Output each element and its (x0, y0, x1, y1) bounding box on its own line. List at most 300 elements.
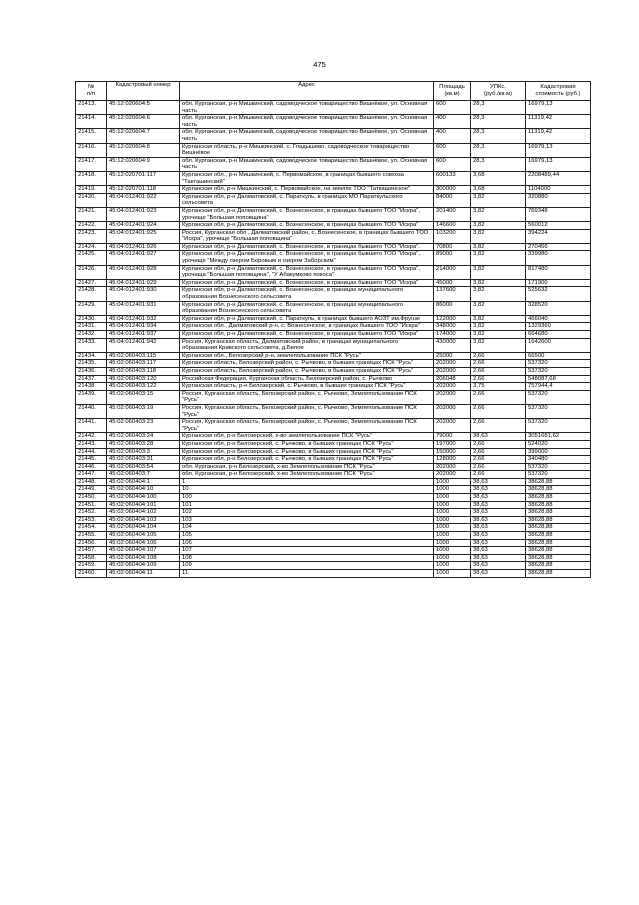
area-cell: 1000 (434, 570, 471, 578)
cadastral-number-cell: 45:02:060404:104 (107, 524, 180, 532)
table-row (76, 554, 591, 562)
cadastral-number-cell: 45:02:060403:7 (107, 471, 180, 479)
header-upks-line1: УПКс. (490, 84, 506, 91)
table-row (76, 315, 591, 323)
area-cell: 45000 (434, 279, 471, 287)
area-cell: 1000 (434, 478, 471, 486)
address-cell: обл. Курганская, р-н Белозерский, х-во Землепользование ПСК "Русь" (180, 463, 434, 471)
address-cell: 10 (180, 486, 434, 494)
address-cell: Курганская обл, р-н Белозерский, с. Рычково, в бывших границах ПСК "Русь" (180, 440, 434, 448)
header-area-line1: Площадь (439, 84, 465, 91)
row-number-cell: 21421. (76, 207, 107, 221)
area-cell: 137600 (434, 287, 471, 301)
upks-cell: 2,66 (471, 440, 526, 448)
table-header (76, 82, 591, 101)
area-cell: 214000 (434, 265, 471, 279)
upks-cell: 38,63 (471, 478, 526, 486)
table-row (76, 463, 591, 471)
area-cell: 202000 (434, 471, 471, 479)
cadastral-value-cell: 664680 (526, 331, 591, 339)
area-cell: 1000 (434, 539, 471, 547)
table-row (76, 129, 591, 143)
upks-cell: 38,63 (471, 501, 526, 509)
row-number-cell: 21440. (76, 404, 107, 418)
upks-cell: 3,68 (471, 186, 526, 194)
cadastral-number-cell: 45:02:060403:23 (107, 419, 180, 433)
address-cell: Курганская обл, р-н Мишкинский, с. Первомайское, на землях ТОО "Таткашинское" (180, 186, 434, 194)
upks-cell: 3,82 (471, 323, 526, 331)
cadastral-number-cell: 45:02:060403:120 (107, 375, 180, 383)
cadastral-value-cell: 394224 (526, 229, 591, 243)
table-row (76, 186, 591, 194)
address-cell: 100 (180, 494, 434, 502)
cadastral-number-cell: 45:02:060403:118 (107, 367, 180, 375)
area-cell: 1000 (434, 501, 471, 509)
area-cell: 1000 (434, 554, 471, 562)
upks-cell: 2,66 (471, 367, 526, 375)
cadastral-value-cell: 38628,88 (526, 516, 591, 524)
cadastral-number-cell: 45:02:060404:101 (107, 501, 180, 509)
cadastral-number-cell: 45:02:060404:11 (107, 570, 180, 578)
table-row (76, 279, 591, 287)
table-row (76, 383, 591, 391)
row-number-cell: 21455. (76, 532, 107, 540)
cadastral-number-cell: 45:04:012401:926 (107, 243, 180, 251)
table-row (76, 390, 591, 404)
row-number-cell: 21417. (76, 157, 107, 171)
area-cell: 202000 (434, 383, 471, 391)
area-cell: 1000 (434, 516, 471, 524)
upks-cell: 3,82 (471, 222, 526, 230)
cadastral-value-cell: 328520 (526, 301, 591, 315)
header-upks (471, 82, 526, 101)
area-cell: 1000 (434, 562, 471, 570)
cadastral-value-cell: 3051681,62 (526, 433, 591, 441)
row-number-cell: 21447. (76, 471, 107, 479)
cadastral-value-cell: 171900 (526, 279, 591, 287)
cadastral-value-cell: 38628,88 (526, 562, 591, 570)
address-cell: Курганская обл, р-н Белозерский, с. Рычково, в бывших границах ПСК "Русь" (180, 456, 434, 464)
table-row (76, 486, 591, 494)
cadastral-number-cell: 45:02:060404:108 (107, 554, 180, 562)
cadastral-value-cell: 817480 (526, 265, 591, 279)
row-number-cell: 21458. (76, 554, 107, 562)
cadastral-number-cell: 45:02:060404:103 (107, 516, 180, 524)
address-cell: 11 (180, 570, 434, 578)
row-number-cell: 21449. (76, 486, 107, 494)
area-cell: 89000 (434, 251, 471, 265)
area-cell: 1000 (434, 524, 471, 532)
area-cell: 25000 (434, 352, 471, 360)
header-value-line2: стоимость (руб.) (535, 91, 581, 97)
cadastral-number-cell: 45:02:060404:109 (107, 562, 180, 570)
cadastral-value-cell: 38628,88 (526, 486, 591, 494)
address-cell: 101 (180, 501, 434, 509)
upks-cell: 38,63 (471, 433, 526, 441)
cadastral-value-cell: 548087,68 (526, 375, 591, 383)
address-cell: Курганская обл, р-н Далматовский, с. Вознесенское, в границах бывшего ТОО "Искра" (180, 331, 434, 339)
row-number-cell: 21427. (76, 279, 107, 287)
cadastral-number-cell: 45:04:012401:922 (107, 193, 180, 207)
row-number-cell: 21426. (76, 265, 107, 279)
cadastral-number-cell: 45:04:012401:930 (107, 287, 180, 301)
area-cell: 430000 (434, 338, 471, 352)
cadastral-number-cell: 45:02:060404:107 (107, 547, 180, 555)
address-cell: Курганская обл, р-н Далматовский, с. Вознесенское, в границах бывшего ТОО "Искра" (180, 279, 434, 287)
header-upks-line2: (руб./кв.м) (483, 91, 513, 97)
upks-cell: 3,82 (471, 331, 526, 339)
row-number-cell: 21429. (76, 301, 107, 315)
cadastral-value-cell: 38628,88 (526, 547, 591, 555)
address-cell: обл. Курганская, р-н Мишкинский, садоводческое товарищество Вишнёвое, ул. Основная часть (180, 129, 434, 143)
cadastral-value-cell: 38628,88 (526, 494, 591, 502)
area-cell: 300000 (434, 186, 471, 194)
area-cell: 1000 (434, 494, 471, 502)
cadastral-value-cell: 399000 (526, 448, 591, 456)
cadastral-value-cell: 537320 (526, 463, 591, 471)
table-row (76, 532, 591, 540)
row-number-cell: 21423. (76, 229, 107, 243)
address-cell: Курганская обл, р-н Далматовский, с. Вознесенское, в границах муниципального образования Вознесенского сельсовета (180, 301, 434, 315)
row-number-cell: 21451. (76, 501, 107, 509)
upks-cell: 2,66 (471, 448, 526, 456)
cadastral-value-cell: 537320 (526, 390, 591, 404)
address-cell: Курганская обл, р-н Белозерский, х-во землепользование ПСК "Русь" (180, 433, 434, 441)
cadastral-number-cell: 45:04:012401:925 (107, 229, 180, 243)
cadastral-number-cell: 45:04:012401:929 (107, 279, 180, 287)
row-number-cell: 21445. (76, 456, 107, 464)
row-number-cell: 21456. (76, 539, 107, 547)
row-number-cell: 21441. (76, 419, 107, 433)
address-cell: Российская Федерация, Курганская область, Белозерский район, с. Рычково (180, 375, 434, 383)
cadastral-number-cell: 45:04:012401:934 (107, 323, 180, 331)
address-cell: Россия, Курганская область, Далматовский район, в границах муниципального образования Кривского сельсовета, д.Белое (180, 338, 434, 352)
address-cell: Курганская обл, р-н Далматовский, с. Вознесенское, в границах бывшего ТОО "Искра", урочище "Между озером Боровым и озером Заборским" (180, 251, 434, 265)
table-body (76, 101, 591, 578)
address-cell: Курганская обл, р-н Далматовский, с. Вознесенское, в границах бывшего ТОО "Искра". (180, 243, 434, 251)
cadastral-value-cell: 339980 (526, 251, 591, 265)
table-row (76, 524, 591, 532)
table-row (76, 222, 591, 230)
address-cell: Курганская область, Белозерский район, с. Рычково, в бывших границах ПСК "Русь" (180, 360, 434, 368)
header-address (180, 82, 434, 101)
area-cell: 1000 (434, 486, 471, 494)
page-number: 475 (313, 60, 326, 69)
area-cell: 600 (434, 143, 471, 157)
cadastral-value-cell: 1642600 (526, 338, 591, 352)
header-number-line2: п/п (86, 91, 96, 97)
area-cell: 202000 (434, 360, 471, 368)
row-number-cell: 21446. (76, 463, 107, 471)
upks-cell: 3,68 (471, 171, 526, 185)
address-cell: Россия, Курганская область, Белозерский район, с. Рычково, Землепользование ПСК "Русь" (180, 390, 434, 404)
table-row (76, 509, 591, 517)
cadastral-value-cell: 38628,88 (526, 539, 591, 547)
table-row (76, 562, 591, 570)
table-row (76, 570, 591, 578)
address-cell: 1 (180, 478, 434, 486)
upks-cell: 28,3 (471, 129, 526, 143)
area-cell: 70800 (434, 243, 471, 251)
address-cell: 103 (180, 516, 434, 524)
table-row (76, 115, 591, 129)
row-number-cell: 21428. (76, 287, 107, 301)
cadastral-number-cell: 45:04:012401:931 (107, 301, 180, 315)
cadastral-value-cell: 11319,42 (526, 129, 591, 143)
area-cell: 600 (434, 101, 471, 115)
cadastral-value-cell: 537320 (526, 404, 591, 418)
row-number-cell: 21460. (76, 570, 107, 578)
cadastral-value-cell: 1329360 (526, 323, 591, 331)
area-cell: 1000 (434, 532, 471, 540)
row-number-cell: 21435. (76, 360, 107, 368)
table-row (76, 494, 591, 502)
upks-cell: 28,3 (471, 143, 526, 157)
address-cell: обл. Курганская, р-н Мишкинский, садоводческое товарищество Вишнёвое, ул. Основная часть (180, 101, 434, 115)
address-cell: 104 (180, 524, 434, 532)
address-cell: 106 (180, 539, 434, 547)
address-cell: 108 (180, 554, 434, 562)
area-cell: 128000 (434, 456, 471, 464)
cadastral-value-cell: 66500 (526, 352, 591, 360)
area-cell: 400 (434, 129, 471, 143)
address-cell: Курганская область, р-н Мишкинский, с. Гладышево, садоводческое товарищество Вишнёвое (180, 143, 434, 157)
row-number-cell: 21439. (76, 390, 107, 404)
cadastral-number-cell: 45:12:020604:8 (107, 143, 180, 157)
address-cell: Россия, Курганская обл , Далматовский район, с. Вознесенское, в границах бывшего ТОО "Искра", урочище "Большая поповщина" (180, 229, 434, 243)
header-cadastral (107, 82, 180, 101)
area-cell: 348000 (434, 323, 471, 331)
address-cell: Курганская обл, р-н Далматовский, с. Вознесенское, в границах бывшего ТОО "Искра", урочища "Большая поповщина", "У Абакумково покоса" (180, 265, 434, 279)
area-cell: 1000 (434, 509, 471, 517)
cadastral-number-cell: 45:12:020604:6 (107, 115, 180, 129)
cadastral-number-cell: 45:04:012401:923 (107, 207, 180, 221)
cadastral-value-cell: 38628,88 (526, 570, 591, 578)
upks-cell: 38,63 (471, 524, 526, 532)
address-cell: Курганская обл, р-н Далматовский, с. Параткуль, в границах МО Параткульского сельсовета (180, 193, 434, 207)
row-number-cell: 21450. (76, 494, 107, 502)
cadastral-value-cell: 38628,88 (526, 501, 591, 509)
address-cell: Курганская обл, р-н Далматовский, с. Вознесенское, в границах бывшего ТОО "Искра" (180, 222, 434, 230)
cadastral-value-cell: 16979,13 (526, 101, 591, 115)
row-number-cell: 21433. (76, 338, 107, 352)
area-cell: 79000 (434, 433, 471, 441)
area-cell: 1000 (434, 547, 471, 555)
row-number-cell: 21430. (76, 315, 107, 323)
upks-cell: 3,82 (471, 229, 526, 243)
cadastral-number-cell: 45:04:012401:928 (107, 265, 180, 279)
area-cell: 600133 (434, 171, 471, 185)
header-cadastral-label: Кадастровый номер (115, 82, 171, 88)
table-row (76, 101, 591, 115)
upks-cell: 3,82 (471, 251, 526, 265)
cadastral-value-cell: 525632 (526, 287, 591, 301)
row-number-cell: 21452. (76, 509, 107, 517)
table-row (76, 456, 591, 464)
upks-cell: 38,63 (471, 562, 526, 570)
table-row (76, 287, 591, 301)
cadastral-value-cell: 38628,88 (526, 524, 591, 532)
upks-cell: 3,82 (471, 287, 526, 301)
cadastral-number-cell: 45:12:020701:118 (107, 186, 180, 194)
cadastral-number-cell: 45:02:060403:24 (107, 433, 180, 441)
row-number-cell: 21424. (76, 243, 107, 251)
table-row (76, 301, 591, 315)
address-cell: Курганская обл, р-н Далматовский, с. Параткуль, в границах бывшего АОЗТ им.Фрунзе (180, 315, 434, 323)
area-cell: 122000 (434, 315, 471, 323)
upks-cell: 3,82 (471, 315, 526, 323)
upks-cell: 2,66 (471, 375, 526, 383)
address-cell: Курганская обл., Белозерский р-н, землепользование ПСК "Русь" (180, 352, 434, 360)
area-cell: 202000 (434, 419, 471, 433)
upks-cell: 28,3 (471, 115, 526, 129)
upks-cell: 38,63 (471, 509, 526, 517)
area-cell: 202000 (434, 404, 471, 418)
upks-cell: 38,63 (471, 532, 526, 540)
cadastral-value-cell: 537320 (526, 419, 591, 433)
row-number-cell: 21415. (76, 129, 107, 143)
cadastral-number-cell: 45:02:060404:106 (107, 539, 180, 547)
table-row (76, 265, 591, 279)
row-number-cell: 21425. (76, 251, 107, 265)
header-address-label: Адрес (298, 82, 315, 88)
table-row (76, 143, 591, 157)
table-row (76, 501, 591, 509)
cadastral-number-cell: 45:02:060404:1 (107, 478, 180, 486)
address-cell: 102 (180, 509, 434, 517)
cadastral-value-cell: 38628,88 (526, 509, 591, 517)
row-number-cell: 21434. (76, 352, 107, 360)
row-number-cell: 21453. (76, 516, 107, 524)
area-cell: 150000 (434, 448, 471, 456)
table-row (76, 229, 591, 243)
upks-cell: 2,66 (471, 419, 526, 433)
table-row (76, 171, 591, 185)
upks-cell: 2,66 (471, 404, 526, 418)
cadastral-number-cell: 45:02:060403:3 (107, 448, 180, 456)
upks-cell: 38,63 (471, 486, 526, 494)
upks-cell: 3,82 (471, 207, 526, 221)
address-cell: Россия, Курганская область, Белозерский район, с. Рычково, Землепользование ПСК "Русь" (180, 419, 434, 433)
cadastral-table (75, 81, 591, 578)
address-cell: Курганская область, р-н Белозерский, с. Рычково, в бывших границах ПСК "Русь" (180, 383, 434, 391)
area-cell: 202000 (434, 367, 471, 375)
cadastral-value-cell: 560012 (526, 222, 591, 230)
table-row (76, 516, 591, 524)
table-row (76, 433, 591, 441)
cadastral-number-cell: 45:04:012401:932 (107, 315, 180, 323)
cadastral-number-cell: 45:02:060404:105 (107, 532, 180, 540)
cadastral-value-cell: 320880 (526, 193, 591, 207)
table-row (76, 539, 591, 547)
cadastral-value-cell: 537320 (526, 360, 591, 368)
cadastral-number-cell: 45:02:060404:100 (107, 494, 180, 502)
cadastral-number-cell: 45:02:060403:19 (107, 404, 180, 418)
address-cell: Курганская область, Белозерский район, с. Рычково, в бывших границах ПСК "Русь" (180, 367, 434, 375)
address-cell: Курганская обл, р-н Белозерский, с. Рычково, в бывших границах ПСК "Русь" (180, 448, 434, 456)
upks-cell: 3,82 (471, 338, 526, 352)
row-number-cell: 21413. (76, 101, 107, 115)
cadastral-number-cell: 45:04:012401:942 (107, 338, 180, 352)
cadastral-value-cell: 537320 (526, 367, 591, 375)
upks-cell: 3,82 (471, 243, 526, 251)
cadastral-number-cell: 45:02:060403:28 (107, 440, 180, 448)
cadastral-number-cell: 45:02:060403:15 (107, 390, 180, 404)
row-number-cell: 21459. (76, 562, 107, 570)
row-number-cell: 21444. (76, 448, 107, 456)
cadastral-value-cell: 1104000 (526, 186, 591, 194)
address-cell: 105 (180, 532, 434, 540)
address-cell: Курганская обл, р-н Далматовский, с. Вознесенское, в границах бывшего ТОО "Искра", урочище "Большая поповщина" (180, 207, 434, 221)
table-row (76, 419, 591, 433)
table-row (76, 440, 591, 448)
row-number-cell: 21414. (76, 115, 107, 129)
address-cell: Курганская обл., Далматовский р-н, с. Вознесенское, в границах бывшнго ТОО "Искра" (180, 323, 434, 331)
upks-cell: 38,63 (471, 554, 526, 562)
area-cell: 84000 (434, 193, 471, 207)
upks-cell: 28,3 (471, 157, 526, 171)
address-cell: Россия, Курганская область, Белозерский район, с. Рычково, Землепользование ПСК "Русь" (180, 404, 434, 418)
upks-cell: 38,63 (471, 570, 526, 578)
cadastral-number-cell: 45:04:012401:924 (107, 222, 180, 230)
table-row (76, 375, 591, 383)
address-cell: 107 (180, 547, 434, 555)
header-area (434, 82, 471, 101)
area-cell: 202000 (434, 463, 471, 471)
header-value (526, 82, 591, 101)
cadastral-number-cell: 45:12:020604:5 (107, 101, 180, 115)
cadastral-value-cell: 38628,88 (526, 478, 591, 486)
cadastral-value-cell: 524020 (526, 440, 591, 448)
upks-cell: 3,75 (471, 383, 526, 391)
row-number-cell: 21442. (76, 433, 107, 441)
upks-cell: 3,82 (471, 265, 526, 279)
cadastral-value-cell: 340480 (526, 456, 591, 464)
header-area-line2: (кв.м) (444, 91, 460, 97)
row-number-cell: 21438. (76, 383, 107, 391)
row-number-cell: 21454. (76, 524, 107, 532)
header-row (76, 82, 591, 101)
cadastral-number-cell: 45:12:020604:7 (107, 129, 180, 143)
upks-cell: 3,82 (471, 301, 526, 315)
upks-cell: 28,3 (471, 101, 526, 115)
table-row (76, 243, 591, 251)
upks-cell: 2,66 (471, 390, 526, 404)
table-row (76, 207, 591, 221)
address-cell: обл. Курганская, р-н Мишкинский, садоводческое товарищество Вишнёвое, ул. Основная часть (180, 157, 434, 171)
upks-cell: 2,66 (471, 471, 526, 479)
area-cell: 400 (434, 115, 471, 129)
cadastral-value-cell: 16979,13 (526, 157, 591, 171)
area-cell: 103200 (434, 229, 471, 243)
table-row (76, 352, 591, 360)
cadastral-number-cell: 45:04:012401:937 (107, 331, 180, 339)
header-number-line1: № (87, 84, 95, 91)
cadastral-value-cell: 16979,13 (526, 143, 591, 157)
row-number-cell: 21437. (76, 375, 107, 383)
table-row (76, 193, 591, 207)
table-row (76, 157, 591, 171)
header-number (76, 82, 107, 101)
row-number-cell: 21422. (76, 222, 107, 230)
cadastral-number-cell: 45:02:060404:102 (107, 509, 180, 517)
cadastral-number-cell: 45:02:060403:115 (107, 352, 180, 360)
table-row (76, 478, 591, 486)
area-cell: 86000 (434, 301, 471, 315)
table-row (76, 448, 591, 456)
table-row (76, 404, 591, 418)
area-cell: 600 (434, 157, 471, 171)
